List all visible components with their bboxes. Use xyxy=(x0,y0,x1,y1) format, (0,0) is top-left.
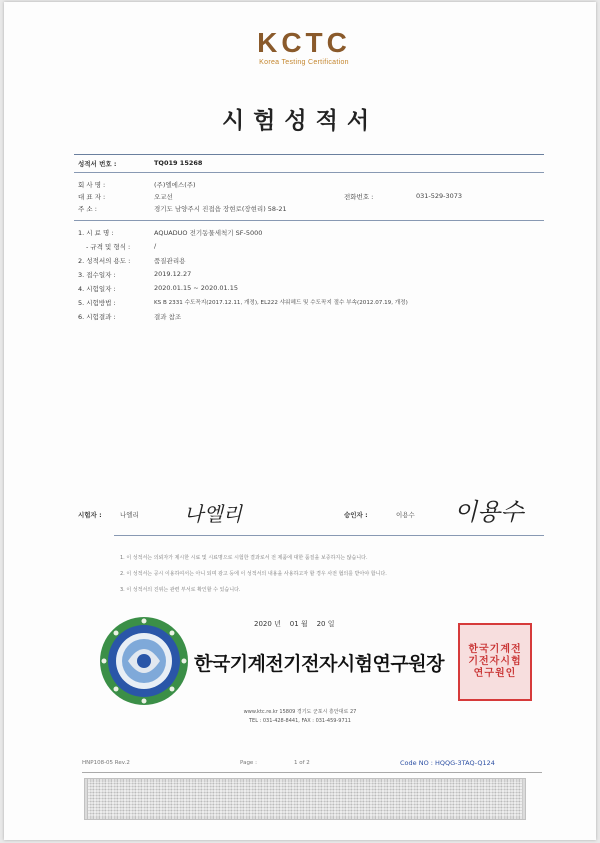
issue-date xyxy=(254,619,334,629)
logo-mark: KCTC xyxy=(257,27,351,58)
item-sample-label: 1. 시 료 명 : xyxy=(78,229,114,237)
issue-month: 01 xyxy=(289,620,299,628)
org-contact: TEL : 031-428-8441, FAX : 031-459-9711 xyxy=(248,718,351,724)
approver-name: 이용수 xyxy=(396,511,415,519)
item-result-value: 결과 참조 xyxy=(154,313,182,321)
ktc-emblem-icon xyxy=(98,615,190,707)
address-value: 경기도 남양주시 진접읍 장현로(장현리) 58-21 xyxy=(154,205,287,213)
seal-text: 한국기계전기전자시험연구원인 xyxy=(468,644,522,679)
top-rule xyxy=(74,154,544,155)
tester-name: 나엘리 xyxy=(120,511,139,519)
page-label: Page : xyxy=(240,760,257,766)
issue-day: 20 xyxy=(316,620,326,628)
official-seal xyxy=(458,623,532,701)
applicant-rule xyxy=(74,220,544,221)
note-3: 3. 이 성적서의 진위는 관련 부서로 확인할 수 있습니다. xyxy=(120,587,241,593)
report-number-label: 성적서 번호 : xyxy=(78,160,117,168)
ceo-value: 오교선 xyxy=(154,193,173,201)
company-value: (주)엘에스(주) xyxy=(154,181,196,189)
item-test-date-value: 2020.01.15 ~ 2020.01.15 xyxy=(154,284,239,292)
note-2: 2. 이 성적서는 공시 이용하여서는 아니 되며 광고 등에 이 성적서의 내용을 사용하고자 할 경우 사전 협의를 받아야 합니다. xyxy=(120,571,387,577)
code-number: Code NO : HQQG-3TAQ-Q124 xyxy=(400,759,495,767)
tester-label: 시험자 : xyxy=(78,511,102,519)
issue-day-unit: 일 xyxy=(327,620,335,628)
org-name: 한국기계전기전자시험연구원장 xyxy=(194,653,444,675)
company-label: 회 사 명 : xyxy=(78,181,106,189)
approver-label: 승인자 : xyxy=(344,511,368,519)
item-purpose-value: 품질관리용 xyxy=(154,257,186,265)
document-title: 시험성적서 xyxy=(221,108,379,134)
address-label: 주 소 : xyxy=(78,205,97,213)
security-pattern xyxy=(88,782,522,816)
page-value: 1 of 2 xyxy=(294,760,310,766)
security-strip xyxy=(84,778,526,820)
item-spec-value: / xyxy=(154,242,157,250)
footer-rule xyxy=(82,772,542,773)
item-result-label: 6. 시험결과 : xyxy=(78,313,116,321)
item-received-label: 3. 접수일자 : xyxy=(78,271,116,279)
item-sample-value: AQUADUO 전기동물세척기 SF-5000 xyxy=(154,229,263,237)
note-1: 1. 이 성적서는 의뢰자가 제시한 시료 및 시료명으로 시험한 결과로서 전 제품에 대한 품질을 보증하지는 않습니다. xyxy=(120,555,368,561)
report-number-rule xyxy=(74,172,544,173)
logo-subtitle: Korea Testing Certification xyxy=(259,59,349,66)
tester-signature: 나엘리 xyxy=(184,502,242,526)
item-spec-label: - 규격 및 형식 : xyxy=(86,243,131,251)
item-test-date-label: 4. 시험일자 : xyxy=(78,285,116,293)
notes-rule xyxy=(114,535,544,536)
certificate-sheet xyxy=(4,2,596,840)
item-method-value: KS B 2331 수도꼭지(2017.12.11, 개정), EL222 샤워헤드 및 수도꼭지 절수 부속(2012.07.19, 개정) xyxy=(154,300,408,306)
item-purpose-label: 2. 성적서의 용도 : xyxy=(78,257,131,265)
kctc-logo xyxy=(234,28,374,66)
approver-signature: 이용수 xyxy=(454,498,524,526)
phone-value: 031-529-3073 xyxy=(416,192,463,200)
phone-label: 전화번호 : xyxy=(344,193,374,201)
issue-year-unit: 년 xyxy=(274,620,281,628)
org-address: www.ktc.re.kr 15809 경기도 군포시 흥안대로 27 xyxy=(243,709,357,715)
item-method-label: 5. 시험방법 : xyxy=(78,299,116,307)
report-number-value: TQ019 15268 xyxy=(154,159,203,167)
ceo-label: 대 표 자 : xyxy=(78,193,106,201)
form-number: HNP108-05 Rev.2 xyxy=(82,760,130,766)
item-received-value: 2019.12.27 xyxy=(154,270,192,278)
issue-year: 2020 xyxy=(254,620,272,628)
issue-month-unit: 월 xyxy=(300,620,308,628)
